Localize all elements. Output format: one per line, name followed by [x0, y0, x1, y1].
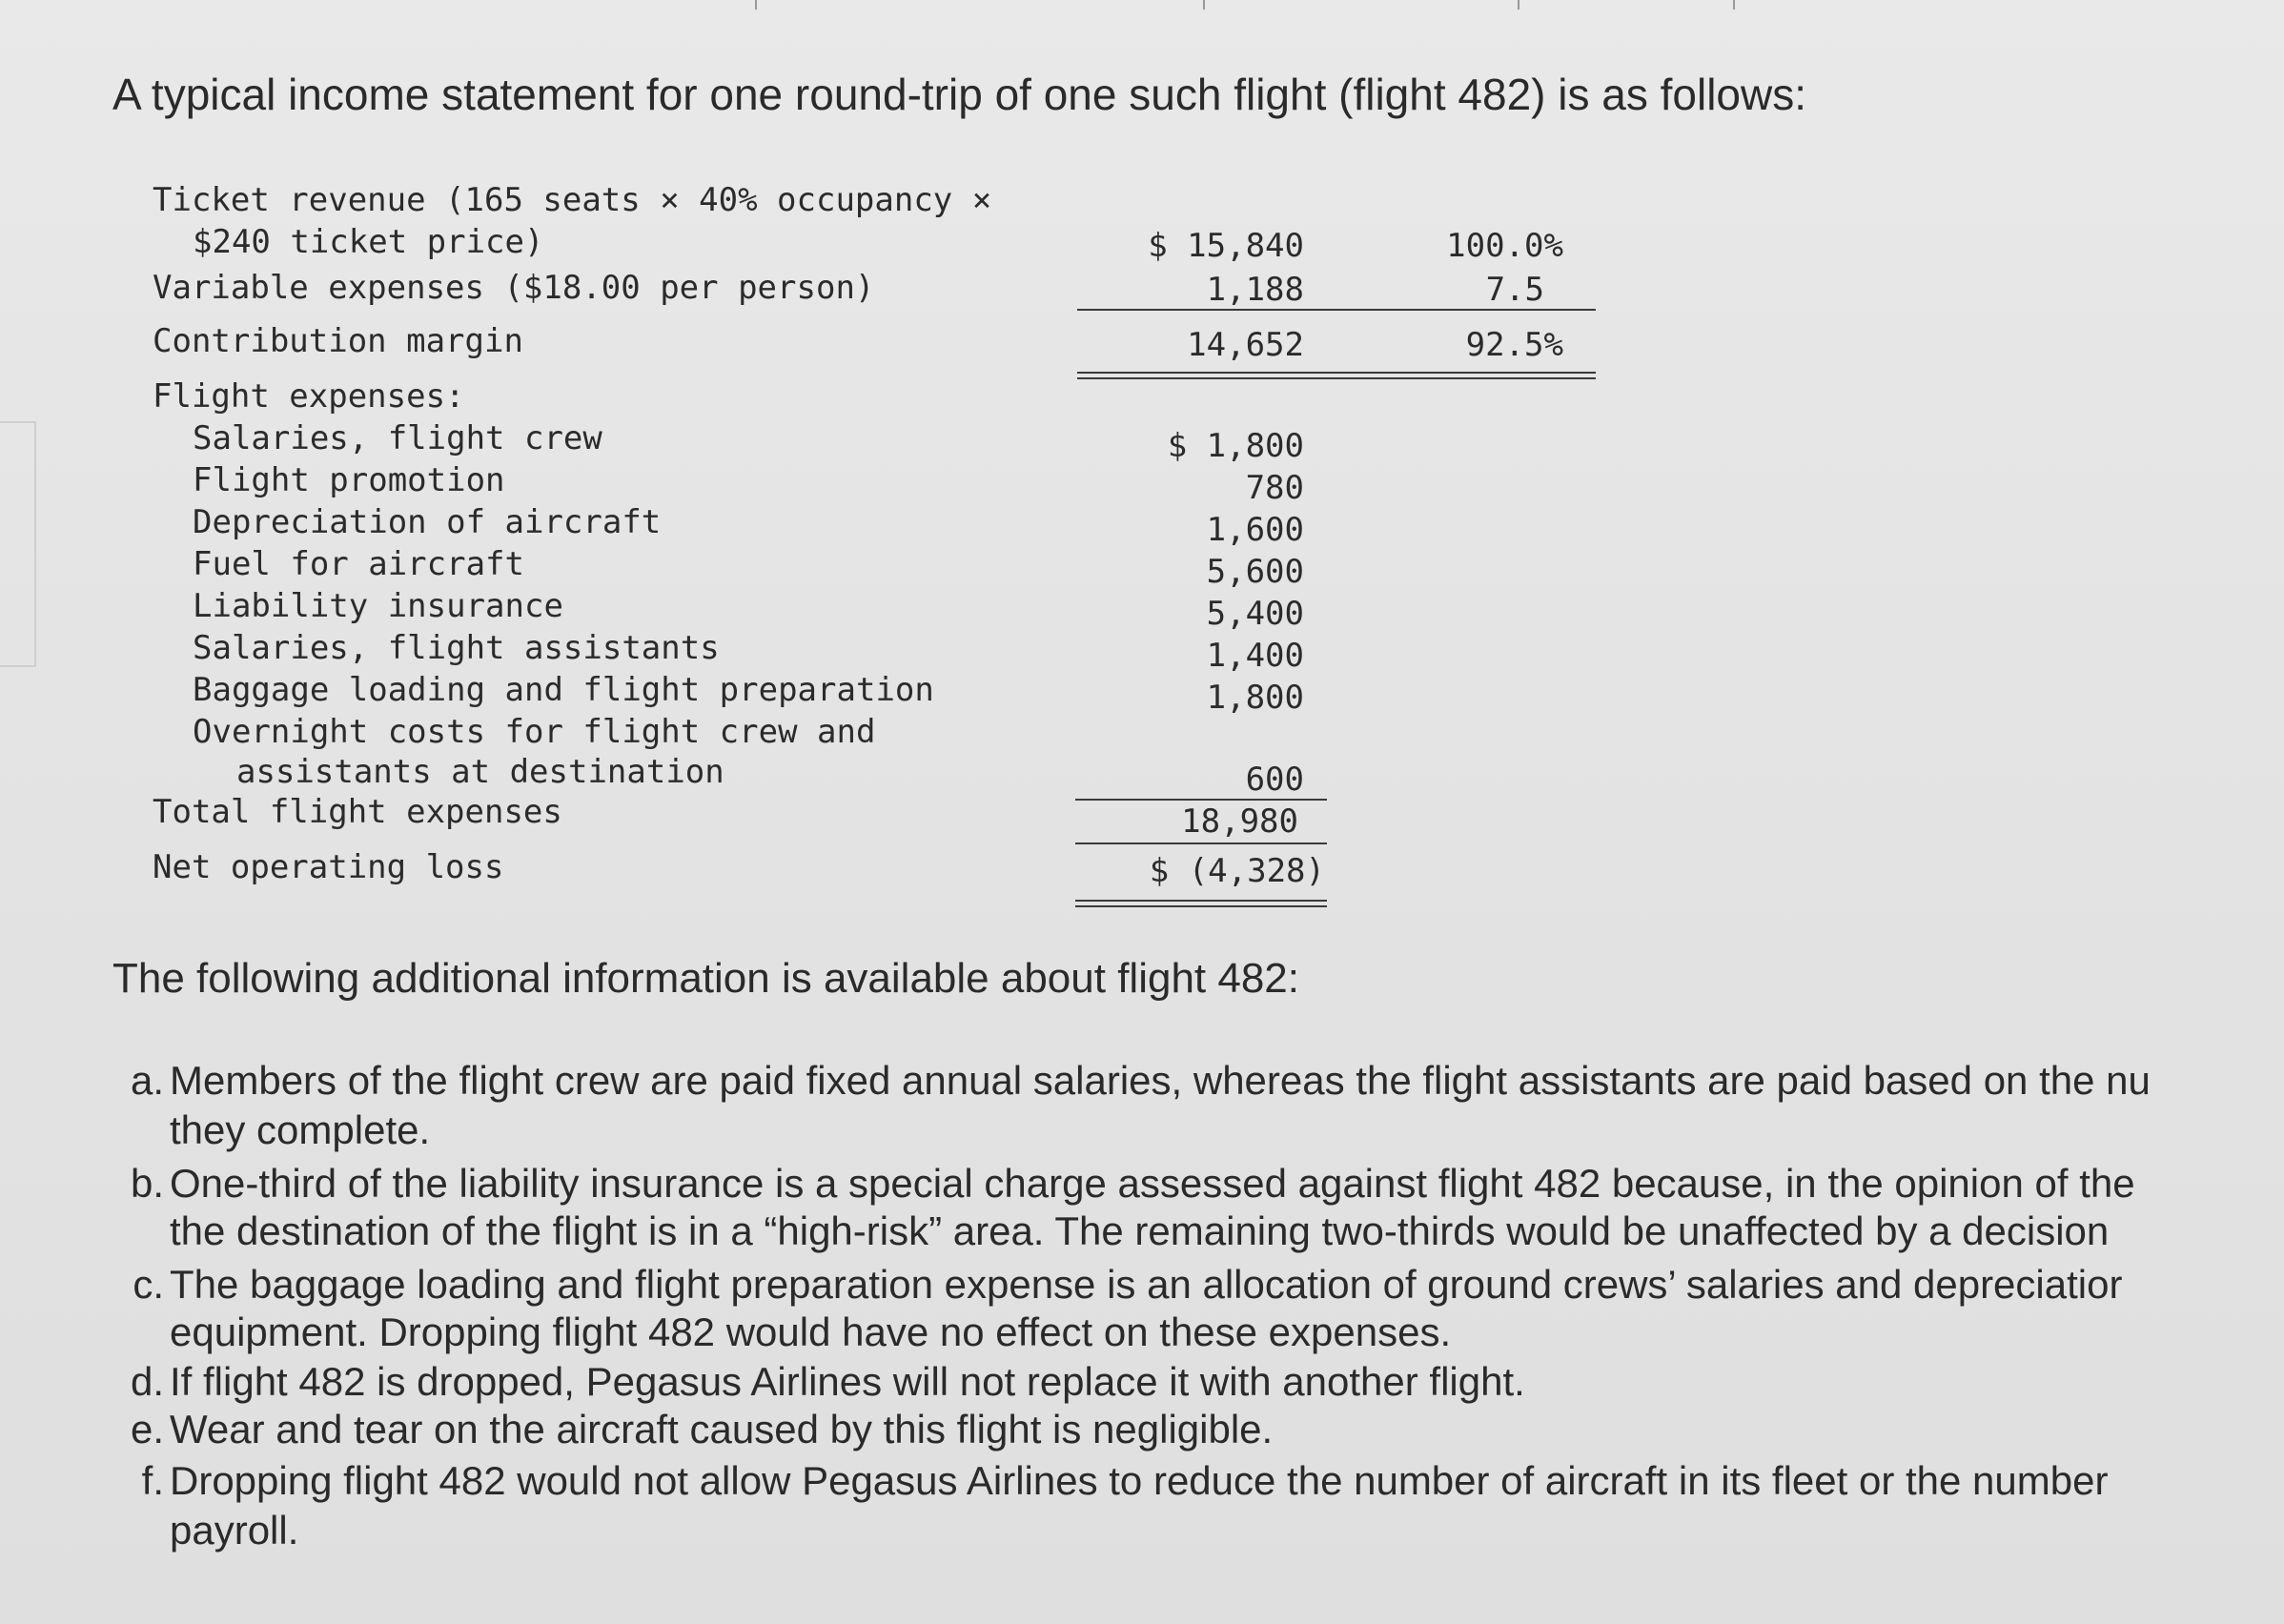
expense-label: Depreciation of aircraft: [193, 503, 662, 541]
intro-text: A typical income statement for one round-trip of one such flight (flight 482) is as follows:: [112, 70, 1806, 119]
expense-amount: 5,400: [1206, 595, 1304, 633]
double-rule: [1077, 372, 1596, 379]
top-edge-mark: [1518, 0, 1519, 10]
list-text: Wear and tear on the aircraft caused by this flight is negligible.: [170, 1407, 1274, 1451]
list-item-continued: payroll.: [170, 1508, 299, 1553]
variable-expenses-percent: 7.5: [1485, 271, 1544, 309]
expense-label: Overnight costs for flight crew and: [193, 713, 876, 751]
list-text: Members of the flight crew are paid fixed annual salaries, whereas the flight assistants are paid based on the nu: [170, 1058, 2151, 1103]
flight-expenses-heading: Flight expenses:: [153, 377, 465, 416]
revenue-amount: $ 15,840: [1148, 227, 1304, 265]
list-item: [109, 1058, 2151, 1104]
contribution-margin-percent: 92.5%: [1465, 326, 1563, 364]
expense-amount: 1,400: [1206, 637, 1304, 675]
additional-info-heading: The following additional information is available about flight 482:: [112, 955, 1299, 1002]
revenue-label-continued: $240 ticket price): [193, 223, 544, 261]
expense-label-continued: assistants at destination: [236, 753, 724, 791]
expense-amount: $ 1,800: [1167, 427, 1304, 465]
list-item: [109, 1262, 2122, 1308]
expense-label: Flight promotion: [193, 461, 505, 499]
list-letter: c.: [133, 1262, 164, 1307]
left-edge-frame: [0, 421, 36, 667]
double-rule: [1075, 900, 1327, 907]
list-letter: b.: [130, 1161, 164, 1206]
revenue-label: Ticket revenue (165 seats × 40% occupancy ×: [153, 181, 992, 219]
top-edge-mark: [1733, 0, 1735, 10]
list-item-continued: the destination of the flight is in a “high-risk” area. The remaining two-thirds would be unaffected by a decision: [170, 1208, 2110, 1253]
total-rule: [1075, 799, 1327, 801]
list-item: [109, 1359, 1525, 1405]
top-edge-mark: [755, 0, 757, 10]
expense-label: Salaries, flight assistants: [193, 629, 720, 667]
expense-amount: 600: [1245, 761, 1304, 799]
list-item: [109, 1407, 1273, 1452]
list-item-continued: equipment. Dropping flight 482 would have no effect on these expenses.: [170, 1309, 1452, 1354]
contribution-margin-label: Contribution margin: [153, 322, 523, 360]
list-item-continued: they complete.: [170, 1107, 431, 1152]
net-operating-loss-label: Net operating loss: [153, 848, 504, 886]
subtotal-rule: [1077, 309, 1596, 311]
list-letter: a.: [130, 1058, 164, 1103]
net-rule: [1075, 842, 1327, 844]
list-text: Dropping flight 482 would not allow Pegasus Airlines to reduce the number of aircraft in its fleet or the number: [170, 1458, 2109, 1503]
expense-label: Baggage loading and flight preparation: [193, 671, 934, 709]
list-item: [109, 1161, 2135, 1207]
expense-amount: 1,600: [1206, 511, 1304, 549]
variable-expenses-amount: 1,188: [1206, 271, 1304, 309]
expense-label: Salaries, flight crew: [193, 419, 602, 457]
expense-amount: 5,600: [1206, 553, 1304, 591]
total-flight-expenses-amount: 18,980: [1181, 802, 1298, 841]
top-edge-mark: [1203, 0, 1205, 10]
list-letter: e.: [130, 1407, 164, 1451]
list-text: One-third of the liability insurance is a special charge assessed against flight 482 because, in the opinion of the: [170, 1161, 2135, 1206]
expense-label: Fuel for aircraft: [193, 545, 524, 583]
list-text: If flight 482 is dropped, Pegasus Airlines will not replace it with another flight.: [170, 1359, 1525, 1404]
expense-label: Liability insurance: [193, 587, 563, 625]
variable-expenses-label: Variable expenses ($18.00 per person): [153, 269, 875, 307]
expense-amount: 780: [1245, 469, 1304, 507]
list-item: [109, 1458, 2108, 1504]
list-letter: f.: [141, 1458, 164, 1503]
total-flight-expenses-label: Total flight expenses: [153, 793, 562, 831]
net-operating-loss-amount: $ (4,328): [1149, 852, 1325, 890]
list-text: The baggage loading and flight preparation expense is an allocation of ground crews’ salaries and depreciatior: [170, 1262, 2123, 1307]
list-letter: d.: [130, 1359, 164, 1404]
revenue-percent: 100.0%: [1446, 227, 1563, 265]
contribution-margin-amount: 14,652: [1187, 326, 1304, 364]
expense-amount: 1,800: [1206, 679, 1304, 717]
